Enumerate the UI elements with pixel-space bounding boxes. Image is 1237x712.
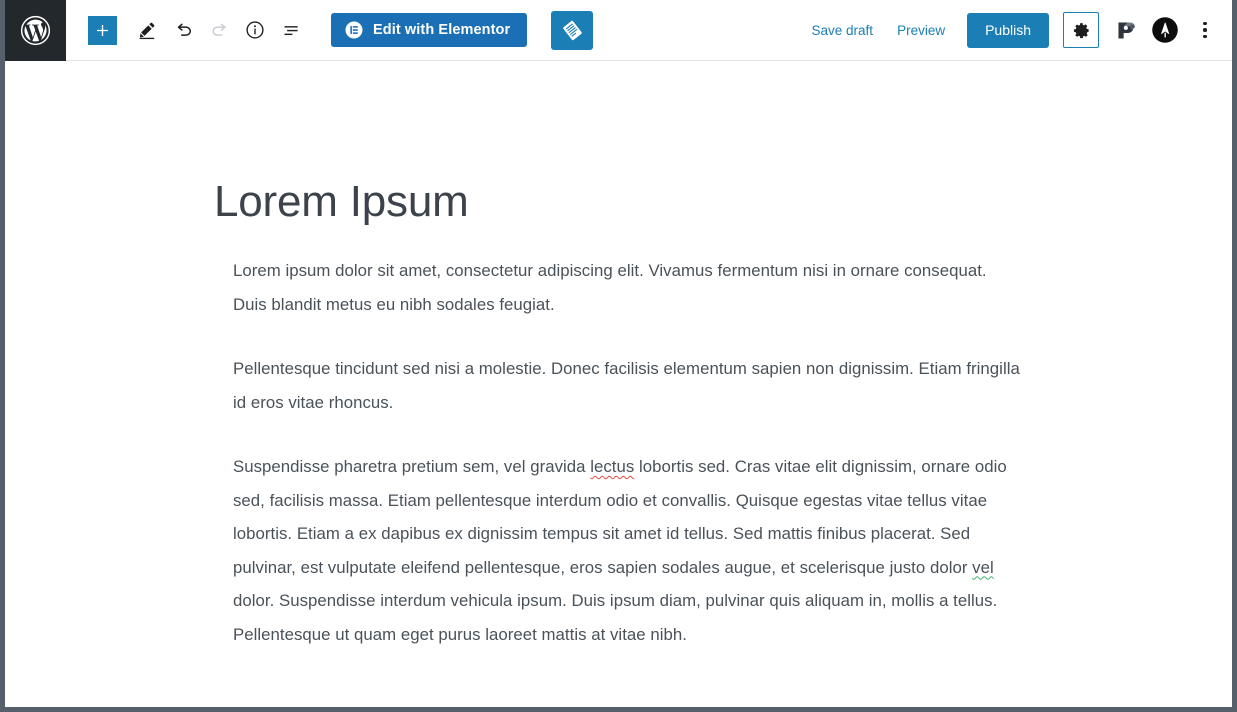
info-icon <box>244 19 266 41</box>
gear-icon <box>1072 21 1091 40</box>
post-title[interactable]: Lorem Ipsum <box>214 177 469 226</box>
pencil-icon <box>137 20 158 41</box>
publish-button[interactable]: Publish <box>967 13 1049 48</box>
template-library-icon <box>561 19 584 42</box>
settings-button[interactable] <box>1063 12 1099 48</box>
elementor-template-library-button[interactable] <box>551 11 593 50</box>
kebab-menu-icon <box>1203 22 1207 39</box>
edit-with-elementor-button[interactable] <box>331 13 527 47</box>
editor-toolbar <box>5 0 1232 61</box>
undo-icon <box>173 20 194 41</box>
redo-icon <box>209 20 230 41</box>
astra-logo-icon <box>1151 16 1179 44</box>
astra-options-button[interactable] <box>1147 12 1183 48</box>
redo-button[interactable] <box>201 12 237 48</box>
premium-addons-icon <box>1114 18 1139 43</box>
details-info-button[interactable] <box>237 12 273 48</box>
spelling-error-word: lectus <box>590 457 635 476</box>
paragraph-block[interactable]: Pellentesque tincidunt sed nisi a molestie. Donec facilisis elementum sapien non dignissim. Etiam fringilla id eros vitae rhoncus. <box>233 359 1020 412</box>
paragraph-block[interactable]: Suspendisse pharetra pretium sem, vel gravida lectus lobortis sed. Cras vitae elit dignissim, ornare odio sed, facilisis massa. Etiam pellentesque interdum odio et convallis. Quisque egestas vitae tellus vitae lobortis. Etiam a ex dapibus ex dignissim tempus sit amet id tellus. Sed mattis finibus placerat. Sed pulvinar, est vulputate eleifend pellentesque, eros sapien sodales augue, et scelerisque justo dolor vel dolor. Suspendisse interdum vehicula ipsum. Duis ipsum diam, pulvinar quis aliquam in, mollis a tellus. Pellentesque ut quam eget purus laoreet mattis at vitae nibh. <box>233 457 1007 644</box>
paragraph-block[interactable]: Lorem ipsum dolor sit amet, consectetur adipiscing elit. Vivamus fermentum nisi in ornare consequat. Duis blandit metus eu nibh sodales feugiat. <box>233 261 987 314</box>
toolbar-left-group <box>66 11 593 50</box>
grammar-error-word: vel <box>972 557 994 577</box>
add-block-button[interactable] <box>88 16 117 45</box>
list-view-icon <box>281 20 302 41</box>
preview-button[interactable]: Preview <box>885 15 957 46</box>
tools-pencil-button[interactable] <box>129 12 165 48</box>
elementor-logo-icon <box>344 20 364 40</box>
editor-canvas[interactable] <box>5 61 1232 707</box>
edit-with-elementor-label: Edit with Elementor <box>373 22 511 38</box>
list-view-button[interactable] <box>273 12 309 48</box>
post-content-blocks <box>233 254 1023 651</box>
wordpress-logo-icon[interactable] <box>5 0 66 61</box>
premium-addons-plugin-button[interactable] <box>1108 12 1144 48</box>
toolbar-right-group <box>800 12 1232 48</box>
more-options-button[interactable] <box>1190 12 1220 48</box>
save-draft-button[interactable]: Save draft <box>800 15 886 46</box>
plus-icon <box>94 22 111 39</box>
editor-viewport <box>5 0 1232 707</box>
undo-button[interactable] <box>165 12 201 48</box>
